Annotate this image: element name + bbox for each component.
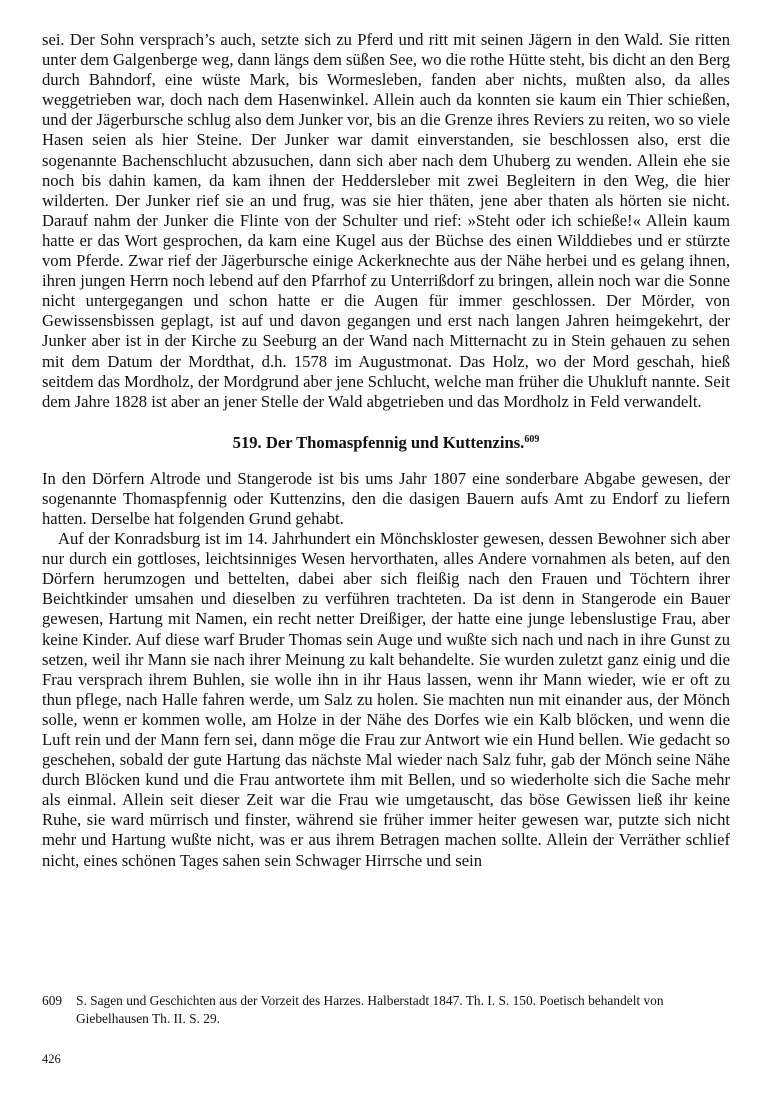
section-heading-title: 519. Der Thomaspfennig und Kuttenzins. xyxy=(232,432,525,452)
footnote-number: 609 xyxy=(42,993,63,1008)
page-number: 426 xyxy=(42,1052,61,1066)
footnote-text: S. Sagen und Geschichten aus der Vorzeit des Harzes. Halberstadt 1847. Th. I. S. 150. Poetisch behandelt von Giebelhausen Th. II. S. 29. xyxy=(76,993,664,1026)
section-heading xyxy=(42,433,730,453)
paragraph-intro: In den Dörfern Altrode und Stangerode ist bis ums Jahr 1807 eine sonderbare Abgabe gewesen, der sogenannte Thomaspfennig oder Kuttenzins, den die dasigen Bauern aufs Amt zu Endorf zu liefern hatten. Derselbe hat folgenden Grund gehabt. xyxy=(42,468,730,528)
footnote-reference[interactable]: 609 xyxy=(524,433,540,445)
footnote xyxy=(42,992,730,1027)
paragraph-story: Auf der Konradsburg ist im 14. Jahrhundert ein Mönchskloster gewesen, dessen Bewohner sich aber nur durch ein gottloses, leichtsinniges Wesen hervorthaten, alles Andere vornahmen als beten, auf den Dörfern herumzogen und bettelten, dabei aber sich fleißig nach den Frauen und Töchtern ihrer Beichtkinder umsahen und dieselben zu verführen trachteten. Da ist denn in Stangerode ein Bauer gewesen, Hartung mit Namen, ein recht netter Dreißiger, der hatte eine junge lebenslustige Frau, aber keine Kinder. Auf diese warf Bruder Thomas sein Auge und wußte sich nach und nach in ihre Gunst zu setzen, weil ihr Mann sie nach ihrer Meinung zu kalt behandelte. Sie wurden zuletzt ganz einig und die Frau versprach ihrem Buhlen, sie wolle ihn in ihr Haus lassen, wenn ihr Mann wieder, wie er oft zu thun pflege, nach Halle fahren werde, um Salz zu holen. Sie machten nun mit einander aus, der Mönch solle, wenn er kommen wolle, am Holze in der Nähe des Dorfes wie ein Kalb blöcken, und wenn die Luft rein und der Mann fern sei, dann möge die Frau zur Antwort wie ein Hund bellen. Wie gedacht so geschehen, sobald der gute Hartung das nächste Mal wieder nach Salz fuhr, gab der Mönch seine Nähe durch Blöcken kund und die Frau antwortete ihm mit Bellen, und so wiederholte sich die Sache mehr als einmal. Allein seit dieser Zeit war die Frau wie umgetauscht, das böse Gewissen ließ ihr keine Ruhe, sie ward mürrisch und finster, während sie früher immer heiter gewesen war, putzte sich nicht mehr und Hartung wußte nicht, was er aus ihrem Betragen machen sollte. Allein der Verräther schlief nicht, eines schönen Tages sahen sein Schwager Hirrsche und sein xyxy=(42,529,730,870)
paragraph-continuation: sei. Der Sohn versprach’s auch, setzte sich zu Pferd und ritt mit seinen Jägern in den Wald. Sie ritten unter dem Galgenberge weg, dann längs dem süßen See, wo die rothe Hütte steht, bis dicht an den Berg durch Bahndorf, eine wüste Mark, bis Wormesleben, fanden aber nichts, mußten also, da alles weggetrieben war, doch nach dem Hasenwinkel. Allein auch da konnten sie kaum ein Thier schießen, und der Jägerbursche schlug also dem Junker vor, bis an die Grenze ihres Reviers zu reiten, wo so viele Hasen seien als hier Steine. Der Junker war damit einverstanden, sie beschlossen also, erst die sogenannte Bachenschlucht abzusuchen, dann sich aber nach dem Uhuberg zu wenden. Allein ehe sie noch bis dahin kamen, da kam ihnen der Heddersleber mit zwei Begleitern in den Weg, die hier wilderten. Der Junker rief sie an und frug, was sie hier thäten, jene aber thaten als hörten sie nicht. Darauf nahm der Junker die Flinte von der Schulter und rief: »Steht oder ich schieße!« Allein kaum hatte er das Wort gesprochen, da kam eine Kugel aus der Büchse des einen Wilddiebes und er stürzte vom Pferde. Zwar rief der Jägerbursche einige Ackerknechte aus der Nähe herbei und es gelang ihnen, ihren jungen Herrn noch lebend auf den Pfarrhof zu Unterrißdorf zu bringen, allein noch war die Sonne nicht untergegangen und schon hatte er die Augen für immer geschlossen. Der Mörder, von Gewissensbissen geplagt, ist auf und davon gegangen und erst nach langen Jahren heimgekehrt, der Junker aber ist in der Kirche zu Seeburg an der Wand nach Mitternacht zu in Stein gehauen zu sehen mit dem Datum der Mordthat, d.h. 1578 im Augustmonat. Das Holz, wo der Mord geschah, hieß seitdem das Mordholz, der Mordgrund aber jene Schlucht, welche man früher die Uhukluft nannte. Seit dem Jahre 1828 ist aber an jener Stelle der Wald abgetrieben und das Mordholz in Feld verwandelt. xyxy=(42,30,730,411)
page-body xyxy=(42,30,730,871)
